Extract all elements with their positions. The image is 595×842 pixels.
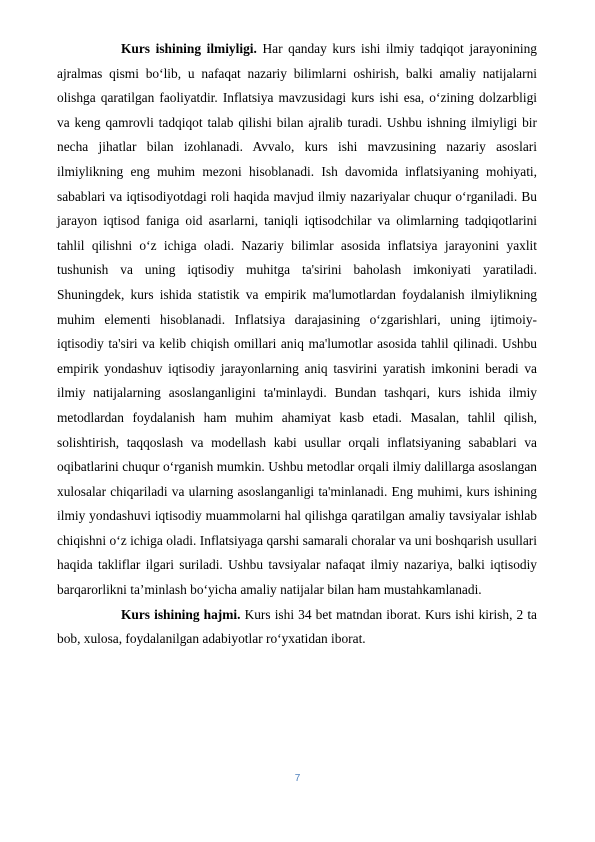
paragraph-heading: Kurs ishining ilmiyligi.: [121, 41, 257, 56]
paragraph-volume: [57, 603, 537, 652]
paragraph-text: Har qanday kurs ishi ilmiy tadqiqot jarayonining ajralmas qismi bo‘lib, u nafaqat nazariy bilimlarni oshirish, balki amaliy natijalarni olishga qaratilgan faoliyatdir. Inflatsiya mavzusidagi kurs ishi esa, o‘zining dolzarbligi va keng qamrovli tadqiqot talab qilishi bilan ajralib turadi. Ushbu ishning ilmiyligi bir necha jihatlar bilan izohlanadi. Avvalo, kurs ishi mavzusining nazariy asoslari ilmiylikning eng muhim mezoni hisoblanadi. Ish davomida inflatsiyaning mohiyati, sabablari va iqtisodiyotdagi roli haqida mavjud ilmiy nazariyalar chuqur o‘rganiladi. Bu jarayon iqtisod faniga oid asarlarni, taniqli iqtisodchilar va olimlarning tadqiqotlarini tahlil qilishni o‘z ichiga oladi. Nazariy bilimlar asosida inflatsiya jarayonini yaxlit tushunish va uning iqtisodiy muhitga ta'sirini baholash imkoniyati yaratiladi. Shuningdek, kurs ishida statistik va empirik ma'lumotlardan foydalanish ilmiylikning muhim elementi hisoblanadi. Inflatsiya darajasining o‘zgarishlari, uning ijtimoiy-iqtisodiy ta'siri va kelib chiqish omillari aniq ma'lumotlar asosida tahlil qilinadi. Ushbu empirik yondashuv iqtisodiy jarayonlarning aniq tasvirini yaratish imkonini beradi va ilmiy natijalarning asoslanganligini ta'minlaydi. Bundan tashqari, kurs ishida ilmiy metodlardan foydalanish ham muhim ahamiyat kasb etadi. Masalan, tahlil qilish, solishtirish, taqqoslash va modellash kabi usullar orqali inflatsiyaning sabablari va oqibatlarini chuqur o‘rganish mumkin. Ushbu metodlar orqali ilmiy dalillarga asoslangan xulosalar chiqariladi va ularning asoslanganligi ta'minlanadi. Eng muhimi, kurs ishining ilmiy yondashuvi iqtisodiy muammolarni hal qilishga qaratilgan amaliy tavsiyalar ishlab chiqishni o‘z ichiga oladi. Inflatsiyaga qarshi samarali choralar va uni boshqarish usullari haqida takliflar ilgari suriladi. Ushbu tavsiyalar nafaqat ilmiy nazariya, balki iqtisodiy barqarorlikni ta’minlash bo‘yicha amaliy natijalar bilan ham mustahkamlanadi.: [57, 41, 538, 598]
paragraph-text: Kurs ishi 34 bet matndan iborat. Kurs ishi kirish, 2 ta bob, xulosa, foydalanilgan adabiyotlar ro‘yxatidan iborat.: [57, 606, 537, 647]
paragraph-scientific-nature: [57, 37, 537, 603]
paragraph-heading: Kurs ishining hajmi.: [121, 606, 241, 622]
body-text: [57, 37, 537, 652]
page-number: 7: [294, 773, 301, 784]
